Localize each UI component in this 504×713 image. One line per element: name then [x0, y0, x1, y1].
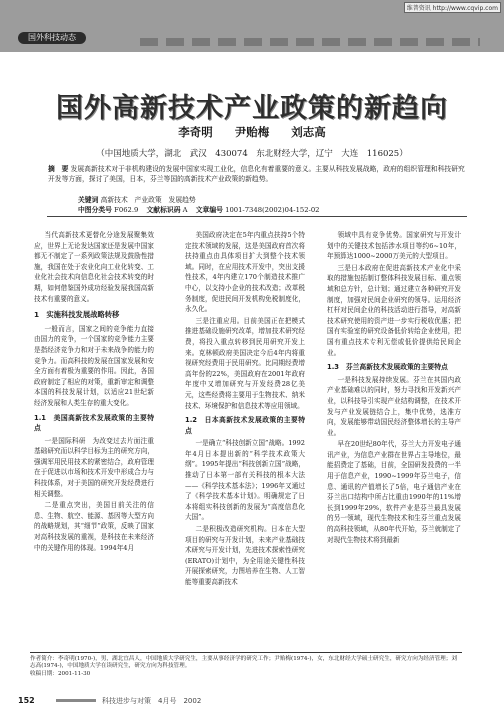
- paragraph: 领域中具有竞争优势。国家研究与开发计划中的关键技术包括涉水项目等约6~10年，年预算达1000~2000万美元的大型项目。: [327, 231, 461, 261]
- classification-value: F062.9: [114, 206, 139, 214]
- author-name: 刘志高: [291, 125, 326, 139]
- subsection-heading: 1.3 芬兰高新技术发展政策的主要特点: [327, 363, 448, 372]
- header-decoration: [140, 38, 480, 46]
- journal-issue: 科技进步与对策 4月号 2002: [102, 697, 202, 705]
- footnote: [30, 656, 462, 678]
- paragraph: 一是科技发展持续发展。芬兰在其国内政产业基础难以的同时，努力寻找和开发新兴产业，以科技导引实现产业结构调整，在技术开发与产业发展链结合上，集中优势，选准方向，发展能够带动国民经济整体增长的主导产业。: [327, 375, 461, 437]
- author-name: 李奇明: [178, 125, 213, 139]
- paragraph: 一般而言，国家之间的竞争能力直接由国力的竞争，一个国家的竞争能力主要是指经济竞争力和对于未来战争的能力的竞争力。而高科技的发展在国家发展和安全方面有着极为重要的作用。因此，各国政府制定了相应的对策，重新审定和调整本国的科技发展计划，以适应21世纪新经济发展和人类生存的重大变化。: [34, 324, 154, 407]
- source-stamp[interactable]: 维普资讯 http://www.cqvip.com: [404, 2, 501, 13]
- author-bio: 作者简介：李奇明(1970-)，男，湖北宜昌人，中国地质大学研究生，主要从事经济学的研究工作；尹贻梅(1974-)，女，东北财经大学硕士研究生，研究方向为经济管理；刘志高(1974-)，中国地质大学在读研究生，研究方向为科技管理。: [30, 656, 457, 670]
- paragraph: 当代高新技术更替化分途发展聚集效应，世界上无论发达国家还是发展中国家都无不制定了一系列政策法规及鼓励性措施，我国在处于农业化向工业化转变、工业化社会技术向信息化社会技术转变的时期，如何借鉴国外成功经验发展我国高新技术有重要的意义。: [34, 231, 154, 303]
- received-date: 收稿日期：2001-11-30: [30, 670, 91, 677]
- abstract-label: 摘 要: [48, 165, 69, 173]
- paragraph: 三是日本政府在促进高新技术产业化中采取的措施包括制订整体科技发展目标、重点领域和总方针，总计划；通过建立各种研究开发制度，加强对民间企业研究的领导。运用经济杠杆对民间企业的科技活动进行指导，对高新技术研究使用的资产进一步实行税收优惠；把国有实验室的研究设备低价转给企业使用，把国有重点技术专利无偿或低价提供给民间企业。: [327, 263, 461, 357]
- paragraph: 早在20世纪80年代，芬兰大力开发电子通讯产业，为信息产业群在世界占主导地位，最能招费定了基础，目前，全国研发投费的一半用于信息产业，1990~1999年芬兰电子，信息、通讯的产值增长了5倍，电子通信产业在芬兰出口结构中所占比重由1990年的11%增长到1999年29%，软件产业是芬兰最具发展的另一领域，现代生物技术和生芬兰重点发展的高科技领域，从80年代开始，芬兰就制定了对现代生物技术将到最新: [327, 440, 461, 544]
- paragraph: 三是注重应用。目前美国正在把模式推进基础设施研究改革，增加技术研究经费，将投入重点转移到民用研究开发上来。克林顿政府美国决定今后4年内将重视研究经费用于民用研究。比同期经费增高年份的22%，美国政府在2001年政府年度中又增加研究与开发经费28亿美元，这些经费将主要用于生物技术、纳米技术、环境保护和信息技术等应用领域。: [185, 316, 305, 410]
- author-list: [0, 124, 504, 140]
- paragraph: 美国政府决定在5年内重点扶持5个特定技术领域的发展，这是美国政府首次将扶持重点由具体项目扩大到整个技术领域。同时，在应用技术开发中，突出支援性技术，4年内建立170个制造技术推广中心，以支持小企业的技术改造；改革税务制度，促进民间开发机构免税制度化，永久化。: [185, 231, 305, 314]
- keywords-block: [78, 195, 458, 215]
- doc-code-label: 文献标识码: [146, 206, 181, 214]
- body-column-3: [327, 230, 461, 546]
- classification-label: 中图分类号: [78, 206, 112, 214]
- paragraph: 一是国际科研 为改变过去片面注重基础研究而以科学目标为主的研究方向，强调军用民用技术的紧密结合，政府管理在于促进以市场和技术开发中形成合力与科技体系，对于美国的研究开发经费进行相关调整。: [34, 436, 154, 498]
- column-tag: 国外科技动态: [18, 32, 86, 44]
- page-marker: [56, 699, 96, 702]
- subsection-heading: 1.2 日本高新技术发展政策的主要特点: [185, 416, 305, 435]
- paragraph: 二是重点突出，美国目前关注的信息、生物、航空、能源、基因等大型方向的战略规划，其“细节”政策，反映了国家对高科技发展的重视，是科技在未来经济中的关键作用的体现。1994年4月: [34, 501, 154, 552]
- footnote-divider: [30, 652, 462, 653]
- subsection-heading: 1.1 美国高新技术发展政策的主要特点: [34, 413, 154, 433]
- article-number-label: 文章编号: [195, 206, 223, 214]
- keywords-text: 高新技术 产业政策 发展趋势: [100, 196, 196, 204]
- abstract-text: 发展高新技术对于非机构建设的发展中国家实现工业化，信息化有着重要的意义。主要从科技发展战略，政府的组织管理和科技研究开发等方面，探讨了美国，日本，芬兰等国的高新技术产业政策的新趋势。: [48, 165, 465, 183]
- page-number: 152: [18, 696, 35, 705]
- article-title: 国外高新技术产业政策的新趋向: [56, 93, 448, 124]
- doc-code-value: A: [182, 206, 188, 214]
- body-column-2: [185, 230, 305, 589]
- paragraph: 二是积极改造研究机构。日本在大型项目的研究与开发计划，未来产业基础技术研究与开发计划，先进技术探索性研究(ERATO)计划中，为全用途关键性科技开展探索研究，力图培养在生物、人工智能等重要高新技术: [185, 525, 305, 586]
- divider: [47, 216, 467, 217]
- article-number-value: 1001-7348(2002)04-152-02: [225, 206, 320, 214]
- author-name: 尹贻梅: [234, 125, 270, 139]
- abstract: [48, 164, 468, 184]
- paragraph: 一是确立“科技创新立国”战略。1992年4月日本提出新的“科学技术政策大纲”。1995年提出“科技创新立国”战略，推动了日本第一部有关科技的根本大法——《科学技术基本法》；1996年又通过了《科学技术基本计划》。明确规定了日本将组实科技创新的发展为“高度信息化大国”。: [185, 439, 305, 522]
- section-heading: 1 实施科技发展战略转移: [34, 310, 120, 320]
- keywords-label: 关键词: [78, 196, 99, 204]
- body-column-1: [34, 230, 154, 554]
- affiliation: （中国地质大学，湖北 武汉 430074 东北财经大学，辽宁 大连 116025）: [96, 149, 408, 159]
